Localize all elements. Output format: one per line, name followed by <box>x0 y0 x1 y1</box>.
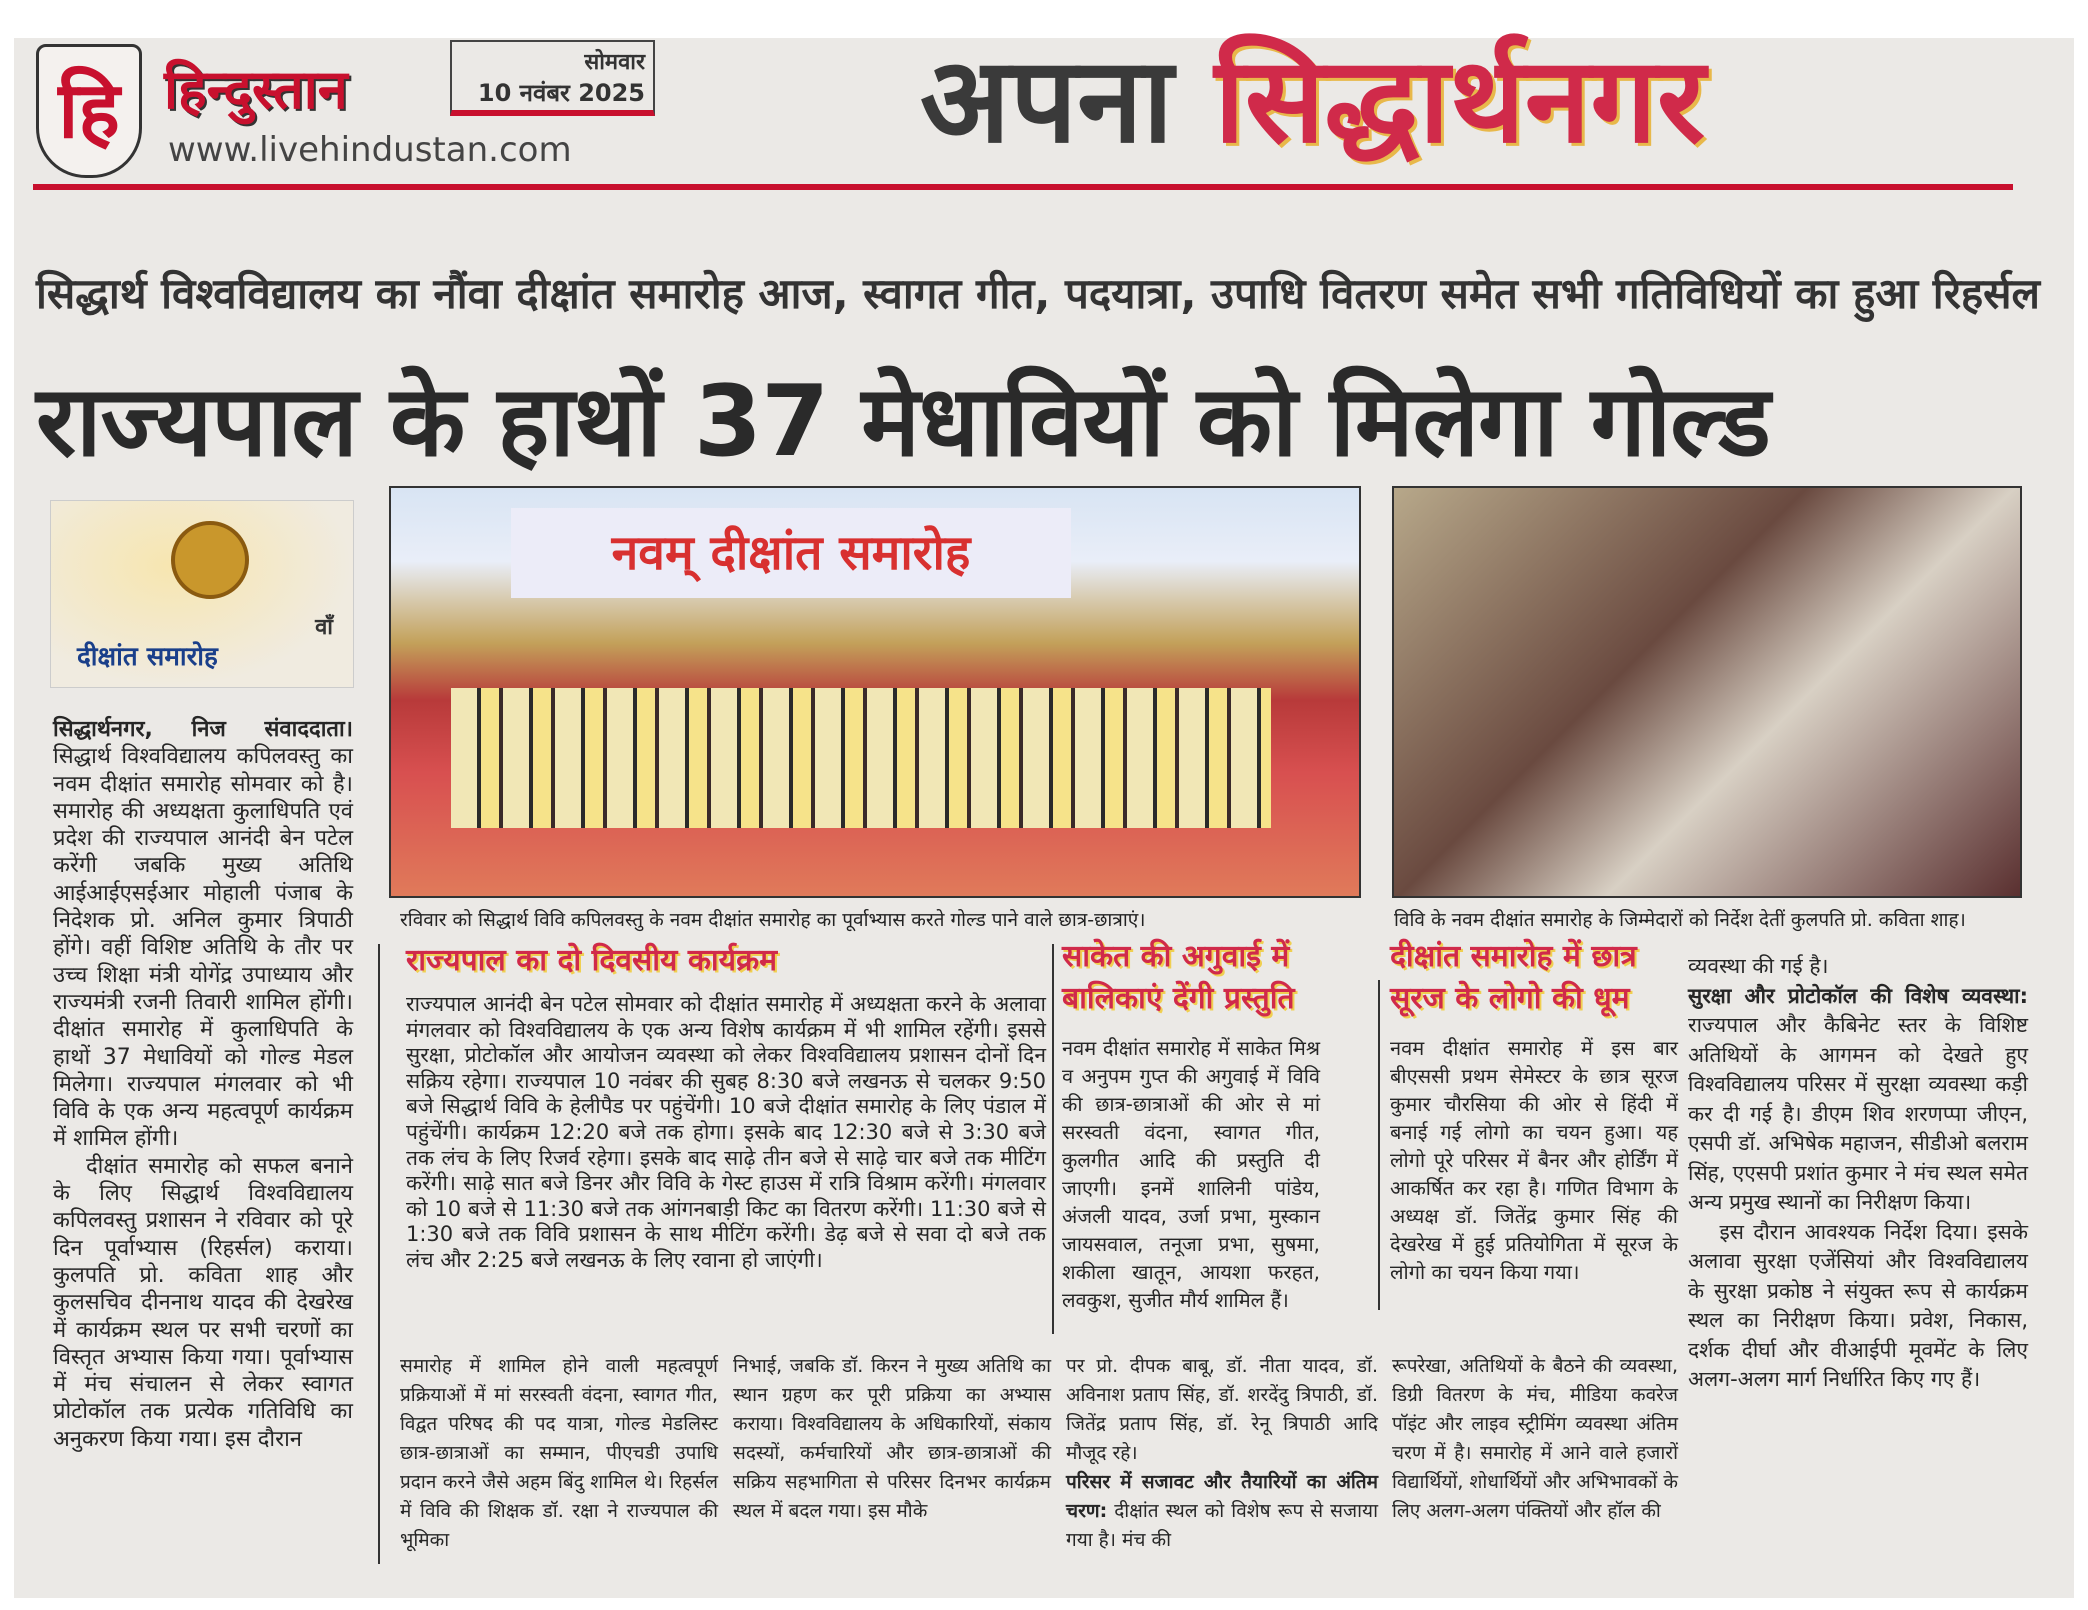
subheading: परिसर में सजावट और तैयारियों का अंतिम चरण: <box>1066 1471 1378 1522</box>
governor-box-body: राज्यपाल आनंदी बेन पटेल सोमवार को दीक्षांत समारोह में अध्यक्षता करने के अलावा मंगलवार को विश्वविद्यालय के एक अन्य विशेष कार्यक्रम में भी शामिल रहेंगी। इससे सुरक्षा, प्रोटोकॉल और आयोजन व्यवस्था को लेकर विश्वविद्यालय प्रशासन दोनों दिन सक्रिय रहेगा। राज्यपाल 10 नवंबर की सुबह 8:30 बजे लखनऊ से चलकर 9:50 बजे सिद्धार्थ विवि के हेलीपैड पर पहुंचेंगी। 10 बजे दीक्षांत समारोह के लिए पंडाल में पहुंचेंगी। कार्यक्रम 12:20 बजे तक होगा। इसके बाद 12:30 बजे से 3:30 बजे तक लंच के लिए रिजर्व रहेगा। इसके बाद साढ़े तीन बजे से साढ़े चार बजे तक मीटिंग करेंगी। साढ़े सात बजे डिनर और विवि के गेस्ट हाउस में रात्रि विश्राम करेंगी। मंगलवार को 10 बजे से 11:30 बजे तक आंगनबाड़ी किट का वितरण करेंगी। 11:30 बजे से 1:30 बजे तक विवि प्रशासन के साथ मीटिंग करेंगी। डेढ़ बजे से सवा दो बजे तक लंच और 2:25 बजे लखनऊ के लिए रवाना हो जाएंगी। <box>406 992 1046 1272</box>
students-row <box>451 688 1271 828</box>
date-box <box>450 40 655 116</box>
photo1-caption: रविवार को सिद्धार्थ विवि कपिलवस्तु के नवम दीक्षांत समारोह का पूर्वाभ्यास करते गोल्ड पाने वाले छात्र-छात्राएं। <box>400 909 1146 931</box>
convocation-emblem: वाँ दीक्षांत समारोह <box>50 500 354 688</box>
photo2-caption: विवि के नवम दीक्षांत समारोह के जिम्मेदारों को निर्देश देतीं कुलपति प्रो. कविता शाह। <box>1394 909 1966 931</box>
paper-name: हिन्दुस्तान <box>164 58 348 121</box>
subheading: सुरक्षा और प्रोटोकॉल की विशेष व्यवस्था: <box>1688 983 2028 1008</box>
photo-vice-chancellor <box>1392 486 2022 898</box>
saket-box-body: नवम दीक्षांत समारोह में साकेत मिश्र व अनुपम गुप्त की अगुवाई में विवि की छात्र-छात्राओं की ओर से मां सरस्वती वंदना, स्वागत गीत, कुलगीत आदि की प्रस्तुति दी जाएगी। इनमें शालिनी पांडेय, अंजली यादव, उर्जा प्रभा, मुस्कान जायसवाल, तनूजा प्रभा, सुषमा, शकीला खातून, आयशा फरहत, लवकुश, सुजीत मौर्य शामिल हैं। <box>1062 1036 1320 1312</box>
photo-rehearsal-students <box>389 486 1361 898</box>
column-rule <box>1378 980 1380 1310</box>
suraj-box-heading: दीक्षांत समारोह में छात्र सूरज के लोगो की धूम <box>1390 939 1637 1016</box>
right-column: व्यवस्था की गई है। सुरक्षा और प्रोटोकॉल की विशेष व्यवस्था: राज्यपाल और कैबिनेट स्तर के विशिष्ट अतिथियों के आगमन को देखते हुए विश्वविद्यालय परिसर में सुरक्षा व्यवस्था कड़ी कर दी गई है। डीएम शिव शरणप्पा जीएन, एसपी डॉ. अभिषेक महाजन, सीडीओ बलराम सिंह, एएसपी प्रशांत कुमार ने मंच स्थल समेत अन्य प्रमुख स्थानों का निरीक्षण किया। इस दौरान आवश्यक निर्देश दिया। इसके अलावा सुरक्षा एजेंसियां और विश्वविद्यालय के सुरक्षा प्रकोष्ठ ने संयुक्त रूप से कार्यक्रम स्थल का निरीक्षण किया। प्रवेश, निकास, दर्शक दीर्घा और वीआईपी मूवमेंट के लिए अलग-अलग मार्ग निर्धारित किए गए हैं। <box>1688 954 2028 1391</box>
bottom-column-3: पर प्रो. दीपक बाबू, डॉ. नीता यादव, डॉ. अविनाश प्रताप सिंह, डॉ. शरदेंदु त्रिपाठी, डॉ. जितेंद्र प्रताप सिंह, डॉ. रेनू त्रिपाठी आदि मौजूद रहे। परिसर में सजावट और तैयारियों का अंतिम चरण: दीक्षांत स्थल को विशेष रूप से सजाया गया है। मंच की <box>1066 1355 1378 1551</box>
suraj-box <box>1390 936 1678 1286</box>
bottom-column-1: समारोह में शामिल होने वाली महत्वपूर्ण प्रक्रियाओं में मां सरस्वती वंदना, स्वागत गीत, विद्वत परिषद की पद यात्रा, गोल्ड मेडलिस्ट छात्र-छात्राओं का सम्मान, पीएचडी उपाधि प्रदान करने जैसे अहम बिंदु शामिल थे। रिहर्सल में विवि की शिक्षक डॉ. रक्षा ने राज्यपाल की भूमिका <box>400 1355 718 1551</box>
hindustan-logo: हि <box>36 44 142 178</box>
governor-box-heading: राज्यपाल का दो दिवसीय कार्यक्रम <box>406 943 778 978</box>
left-column: सिद्धार्थनगर, निज संवाददाता। सिद्धार्थ विश्वविद्यालय कपिलवस्तु का नवम दीक्षांत समारोह सोमवार को है। समारोह की अध्यक्षता कुलाधिपति एवं प्रदेश की राज्यपाल आनंदी बेन पटेल करेंगी जबकि मुख्य अतिथि आईआईएसईआर मोहाली पंजाब के निदेशक प्रो. अनिल कुमार त्रिपाठी होंगे। वहीं विशिष्ट अतिथि के तौर पर उच्च शिक्षा मंत्री योगेंद्र उपाध्याय और राज्यमंत्री रजनी तिवारी शामिल होंगी। दीक्षांत समारोह में कुलाधिपति के हाथों 37 मेधावियों को गोल्ड मेडल मिलेगा। राज्यपाल मंगलवार को भी विवि के एक अन्य महत्वपूर्ण कार्यक्रम में शामिल होंगी। दीक्षांत समारोह को सफल बनाने के लिए सिद्धार्थ विश्वविद्यालय कपिलवस्तु प्रशासन ने रविवार को पूरे दिन पूर्वाभ्यास (रिहर्सल) कराया। कुलपति प्रो. कविता शाह और कुलसचिव दीननाथ यादव की देखरेख में कार्यक्रम स्थल पर सभी चरणों का विस्तृत अभ्यास किया गया। पूर्वाभ्यास में मंच संचालन से लेकर स्वागत प्रोटोकॉल तक प्रत्येक गतिविधि का अनुकरण किया गया। इस दौरान <box>53 717 353 1452</box>
day: सोमवार <box>584 50 645 75</box>
column-rule <box>1052 944 1054 1334</box>
column-rule <box>378 944 380 1564</box>
bottom-column-2: निभाई, जबकि डॉ. किरन ने मुख्य अतिथि का स्थान ग्रहण कर पूरी प्रक्रिया का अभ्यास कराया। विश्वविद्यालय के अधिकारियों, संकाय सदस्यों, कर्मचारियों और छात्र-छात्राओं की सक्रिय सहभागिता से परिसर दिनभर कार्यक्रम स्थल में बदल गया। इस मौके <box>733 1355 1051 1522</box>
suraj-box-body: नवम दीक्षांत समारोह में इस बार बीएससी प्रथम सेमेस्टर के छात्र सूरज कुमार चौरसिया की ओर से हिंदी में बनाई गई लोगो का चयन हुआ। यह लोगो पूरे परिसर में बैनर और होर्डिंग में आकर्षित कर रहा है। गणित विभाग के अध्यक्ष डॉ. जितेंद्र कुमार सिंह की देखरेख में हुई प्रतियोगिता में सूरज के लोगो का चयन किया गया। <box>1390 1036 1678 1284</box>
university-seal-icon <box>171 521 249 599</box>
divider <box>33 184 2013 190</box>
byline: सिद्धार्थनगर, निज संवाददाता। <box>53 717 353 742</box>
main-headline: राज्यपाल के हाथों 37 मेधावियों को मिलेगा गोल्ड <box>36 365 1770 479</box>
governor-box <box>406 940 1046 1274</box>
kicker-headline: सिद्धार्थ विश्वविद्यालय का नौंवा दीक्षांत समारोह आज, स्वागत गीत, पदयात्रा, उपाधि वितरण समेत सभी गतिविधियों का हुआ रिहर्सल <box>36 269 2041 318</box>
saket-box <box>1062 936 1320 1314</box>
website-url: www.livehindustan.com <box>168 130 572 170</box>
date: 10 नवंबर 2025 <box>477 79 645 107</box>
section-title: अपना सिद्धार्थनगर <box>920 31 1706 169</box>
stage-banner: नवम् दीक्षांत समारोह <box>511 508 1071 598</box>
saket-box-heading: साकेत की अगुवाई में बालिकाएं देंगी प्रस्तुति <box>1062 939 1295 1016</box>
bottom-column-4: रूपरेखा, अतिथियों के बैठने की व्यवस्था, डिग्री वितरण के मंच, मीडिया कवरेज पॉइंट और लाइव स्ट्रीमिंग व्यवस्था अंतिम चरण में है। समारोह में आने वाले हजारों विद्यार्थियों, शोधार्थियों और अभिभावकों के लिए अलग-अलग पंक्तियों और हॉल की <box>1392 1355 1678 1522</box>
